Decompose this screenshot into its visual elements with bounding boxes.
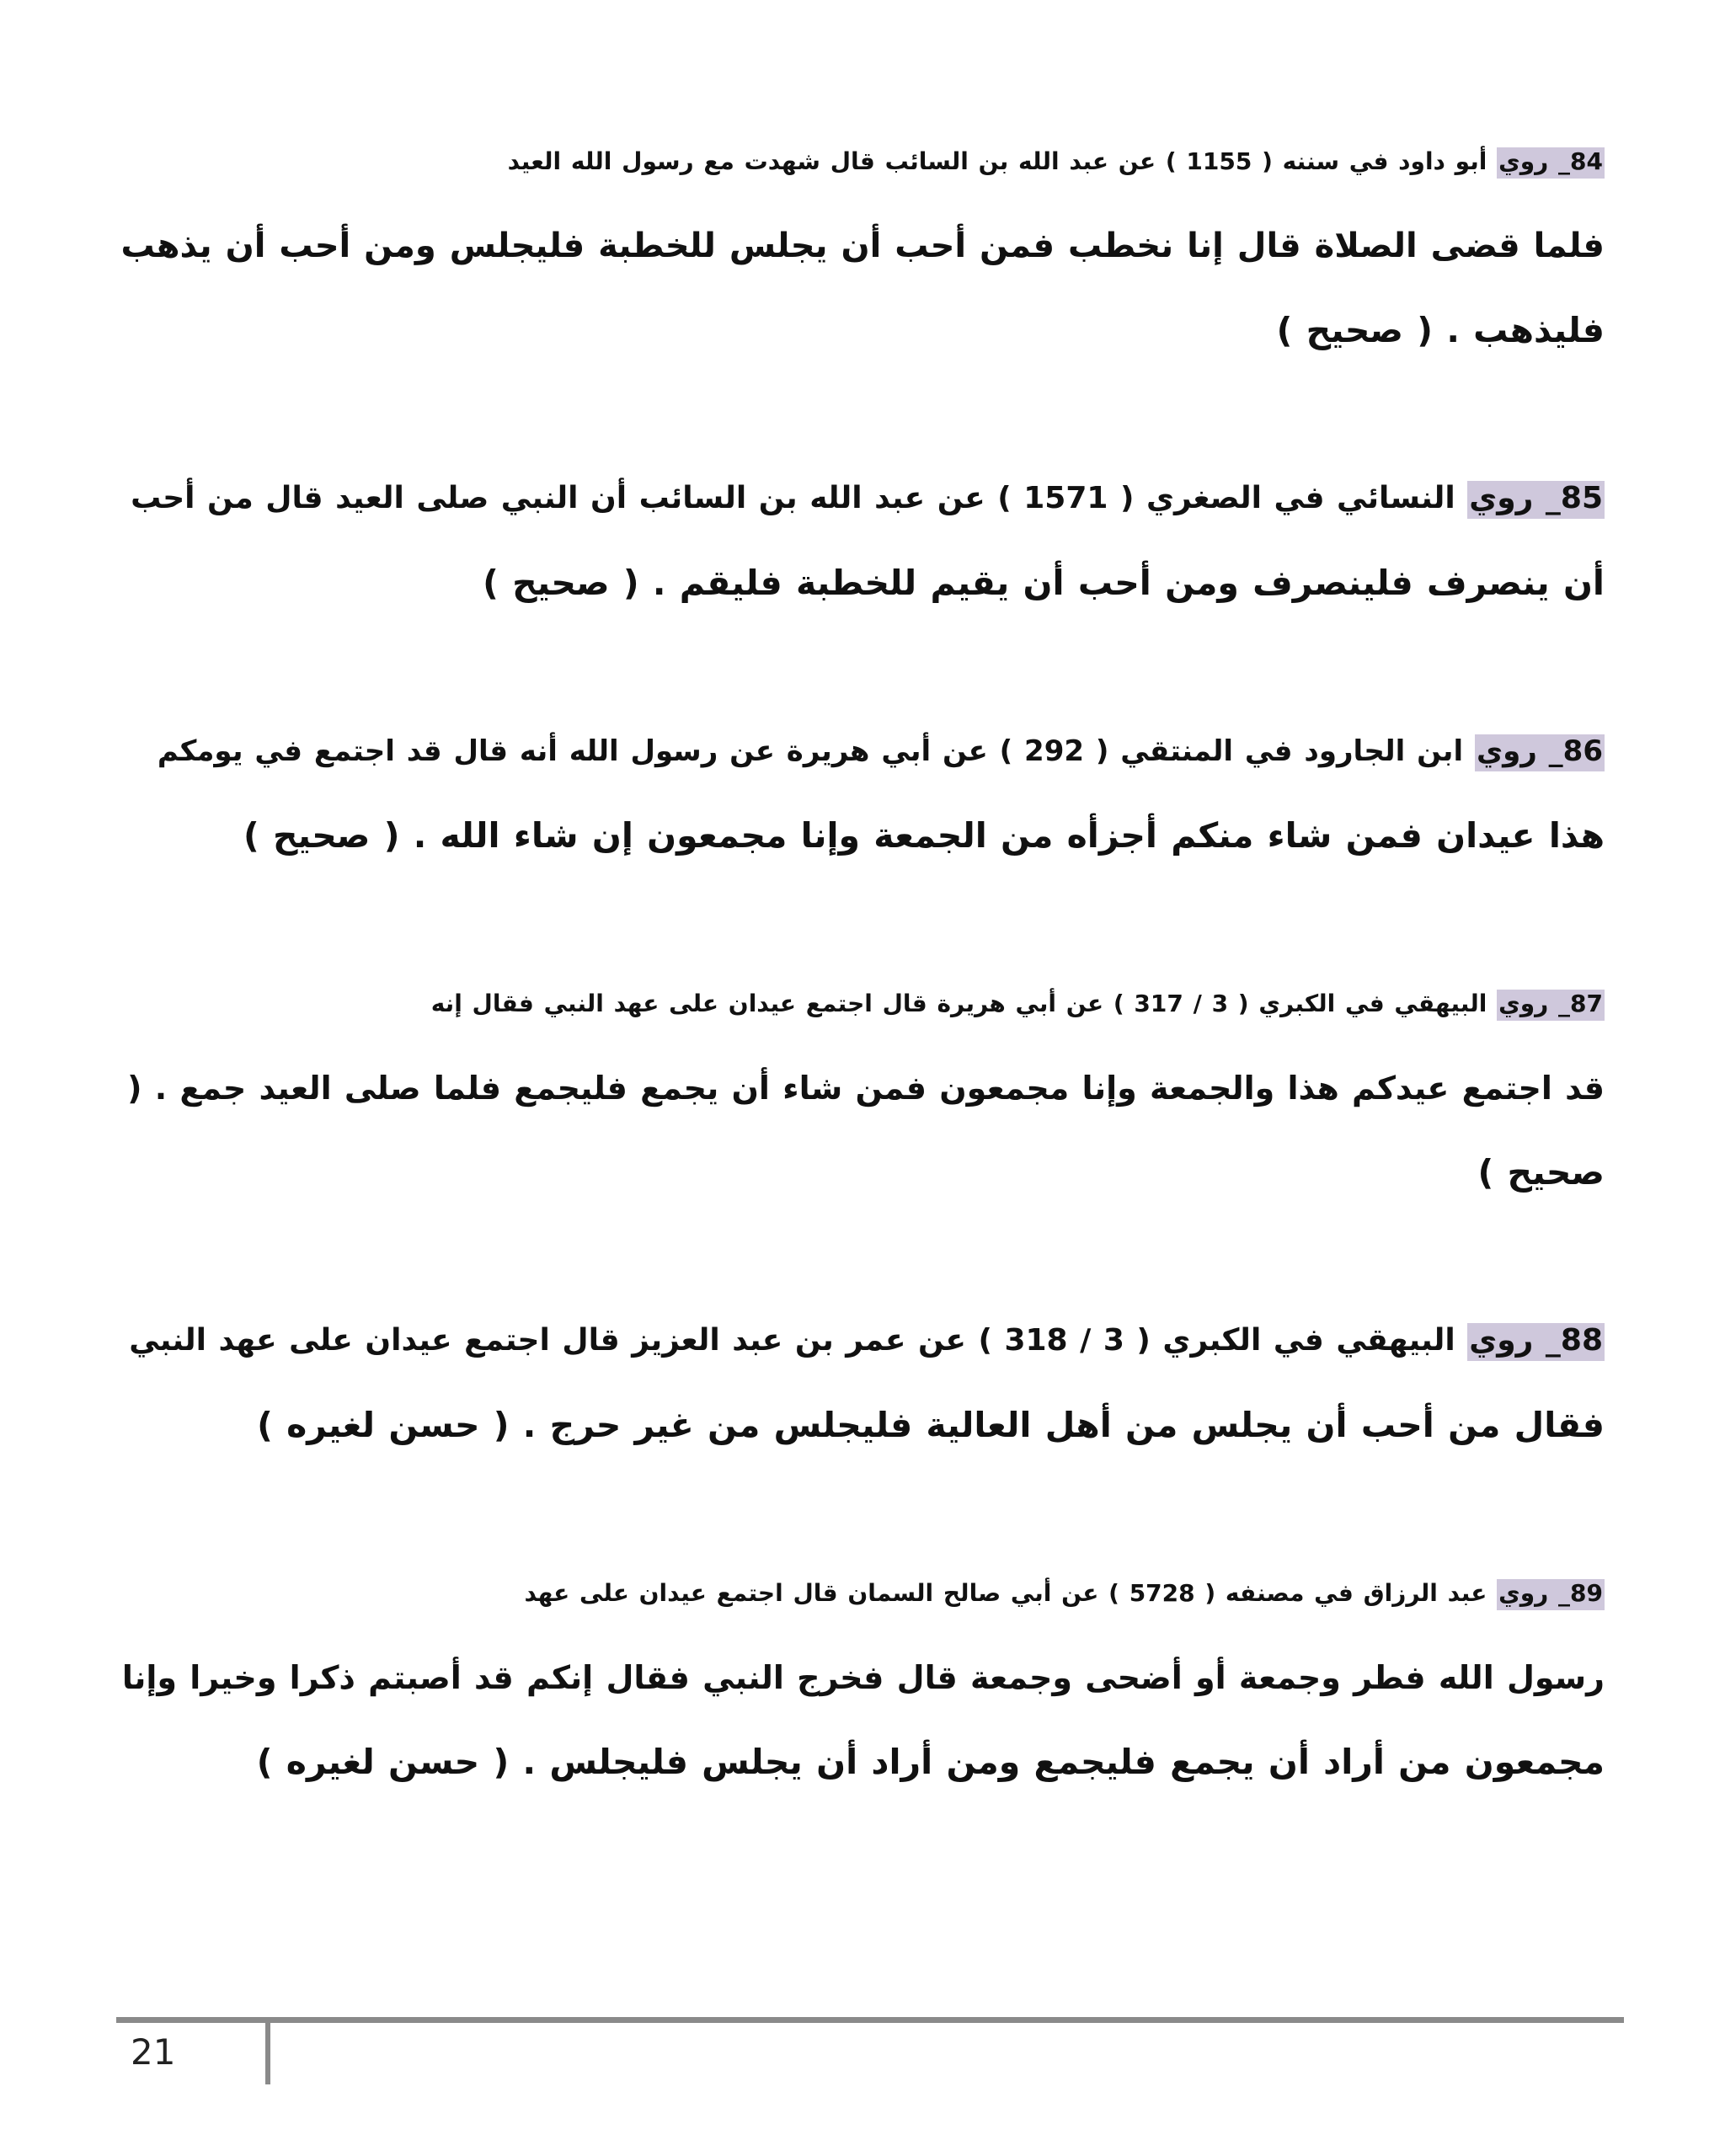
hadith-text: أبو داود في سننه ( 1155 ) عن عبد الله بن السائب قال شهدت مع رسول الله العيد [507, 147, 1487, 175]
hadith-entry-88 [129, 1299, 1605, 1467]
hadith-text: النسائي في الصغري ( 1571 ) عن عبد الله بن السائب أن النبي صلى العيد قال من أحب [131, 481, 1455, 515]
hadith-prefix: _ روي [1498, 1579, 1571, 1607]
page-number: 21 [131, 2031, 176, 2073]
hadith-number: 84 [1570, 147, 1603, 175]
hadith-number: 86 [1562, 734, 1603, 768]
hadith-prefix: _ روي [1469, 1323, 1561, 1358]
hadith-line [129, 1299, 1605, 1383]
hadith-line: قد اجتمع عيدكم هذا والجمعة وإنا مجمعون فمن شاء أن يجمع فليجمع فلما صلى العيد جمع . ( [127, 1070, 1605, 1107]
hadith-entry-86 [158, 709, 1605, 878]
hadith-text: البيهقي في الكبري ( 3 / 317 ) عن أبي هريرة قال اجتمع عيدان على عهد النبي فقال إنه [430, 990, 1487, 1017]
footer-tick [265, 2020, 270, 2084]
hadith-text: البيهقي في الكبري ( 3 / 318 ) عن عمر بن عبد العزيز قال اجتمع عيدان على عهد النبي [129, 1323, 1455, 1358]
hadith-number: 89 [1570, 1579, 1603, 1607]
hadith-number: 88 [1560, 1323, 1603, 1358]
hadith-line: مجمعون من أراد أن يجمع فليجمع ومن أراد أن يجلس فليجلس . ( حسن لغيره ) [256, 1742, 1605, 1782]
hadith-line: رسول الله فطر وجمعة أو أضحى وجمعة قال فخرج النبي فقال إنكم قد أصبتم ذكرا وخيرا وإنا [121, 1659, 1605, 1696]
hadith-number-highlight [1497, 147, 1605, 179]
hadith-number: 85 [1560, 481, 1603, 515]
hadith-prefix: _ روي [1469, 481, 1561, 515]
hadith-prefix: _ روي [1476, 734, 1563, 768]
hadith-entry-87 [127, 962, 1605, 1214]
hadith-number-highlight [1467, 481, 1605, 519]
hadith-number: 87 [1570, 990, 1603, 1017]
hadith-line [122, 1551, 1605, 1636]
hadith-number-highlight [1475, 734, 1605, 771]
hadith-line: أن ينصرف فلينصرف ومن أحب أن يقيم للخطبة فليقم . ( صحيح ) [483, 563, 1605, 603]
hadith-number-highlight [1467, 1323, 1605, 1361]
hadith-line [131, 456, 1605, 541]
hadith-line [158, 709, 1605, 793]
hadith-number-highlight [1497, 1579, 1605, 1610]
hadith-text: ابن الجارود في المنتقي ( 292 ) عن أبي هريرة عن رسول الله أنه قال قد اجتمع في يومكم [157, 734, 1464, 768]
hadith-number-highlight [1497, 990, 1605, 1021]
hadith-text: عبد الرزاق في مصنفه ( 5728 ) عن أبي صالح السمان قال اجتمع عيدان على عهد [524, 1579, 1487, 1607]
hadith-prefix: _ روي [1498, 990, 1571, 1017]
hadith-line [120, 120, 1605, 204]
hadith-line: فليذهب . ( صحيح ) [1276, 310, 1605, 350]
hadith-entry-89 [122, 1551, 1605, 1804]
hadith-line: فقال من أحب أن يجلس من أهل العالية فليجلس من غير حرج . ( حسن لغيره ) [257, 1405, 1605, 1445]
hadith-line [127, 962, 1605, 1046]
hadith-line: فلما قضى الصلاة قال إنا نخطب فمن أحب أن يجلس للخطبة فليجلس ومن أحب أن يذهب [120, 227, 1605, 265]
hadith-line: صحيح ) [1477, 1152, 1605, 1193]
hadith-entry-84 [120, 120, 1605, 372]
hadith-prefix: _ روي [1498, 147, 1571, 175]
footer-divider [116, 2017, 1624, 2023]
hadith-line: هذا عيدان فمن شاء منكم أجزأه من الجمعة وإنا مجمعون إن شاء الله . ( صحيح ) [243, 815, 1605, 856]
hadith-entry-85 [131, 456, 1605, 625]
